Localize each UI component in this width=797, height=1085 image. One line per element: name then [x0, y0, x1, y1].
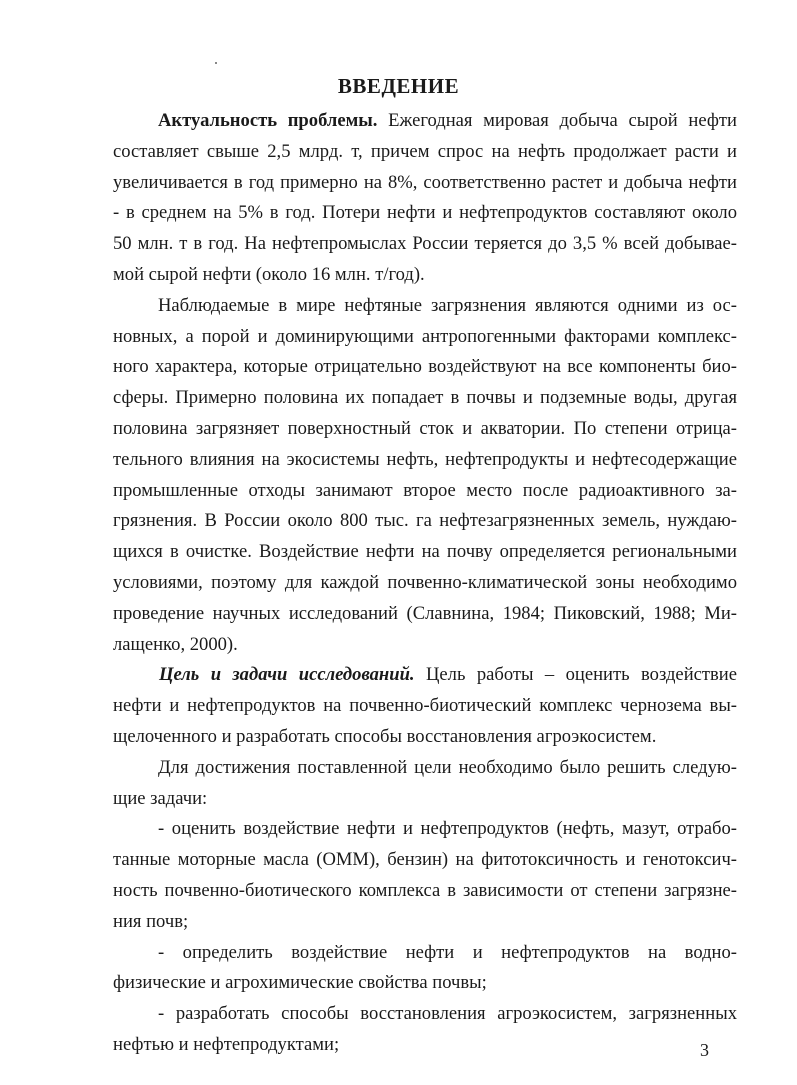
text-line: - разработать способы восстановления агроэкосистем, загрязненных — [158, 1003, 737, 1025]
text-line: танные моторные масла (ОММ), бензин) на фитотоксичность и генотоксич- — [113, 849, 737, 871]
text-line: увеличивается в год примерно на 8%, соответственно растет и добыча нефти — [113, 171, 737, 193]
text-line: Цель и задачи исследований. Цель работы – оценить воздействие — [159, 664, 737, 686]
text-line: нефтью и нефтепродуктами; — [113, 1033, 340, 1055]
text-line: проведение научных исследований (Славнина, 1984; Пиковский, 1988; Ми- — [113, 602, 737, 624]
text-line: Наблюдаемые в мире нефтяные загрязнения являются одними из ос- — [158, 294, 737, 316]
text-line: - определить воздействие нефти и нефтепродуктов на водно- — [158, 941, 737, 963]
text-line: щелоченного и разработать способы восстановления агроэкосистем. — [113, 725, 657, 747]
paragraph-pollution — [113, 291, 737, 661]
text-line: новных, а порой и доминирующими антропогенными факторами комплекс- — [113, 325, 737, 347]
text-line: промышленные отходы занимают второе место после радиоактивного за- — [113, 479, 737, 501]
text-line: грязнения. В России около 800 тыс. га нефтезагрязненных земель, нуждаю- — [113, 510, 737, 532]
text-line: тельного влияния на экосистемы нефть, нефтепродукты и нефтесодержащие — [113, 448, 737, 470]
text-line: - оценить воздействие нефти и нефтепродуктов (нефть, мазут, отрабо- — [158, 818, 737, 840]
text-line: 50 млн. т в год. На нефтепромыслах России теряется до 3,5 % всей добывае- — [113, 233, 737, 255]
page-number: 3 — [700, 1040, 709, 1060]
text-line: ного характера, которые отрицательно воздействуют на все компоненты био- — [113, 356, 737, 378]
text-line: лащенко, 2000). — [113, 633, 238, 655]
task-item-2 — [113, 938, 737, 1000]
paragraph-relevance — [113, 106, 737, 291]
text-line: щие задачи: — [113, 787, 208, 809]
text-line: условиями, поэтому для каждой почвенно-климатической зоны необходимо — [113, 571, 737, 593]
scan-speck — [215, 62, 217, 64]
bold-italic-lead-goals: Цель и задачи исследований. — [159, 664, 415, 686]
task-item-3 — [113, 999, 737, 1061]
page-title: ВВЕДЕНИЕ — [337, 74, 460, 98]
task-item-1 — [113, 814, 737, 937]
document-body — [113, 106, 737, 1061]
bold-lead-relevance: Актуальность проблемы. — [158, 110, 378, 131]
text-line: ность почвенно-биотического комплекса в зависимости от степени загрязне- — [113, 879, 737, 901]
text-line: физические и агрохимические свойства почвы; — [113, 972, 487, 994]
text-line: половина загрязняет поверхностный сток и акватории. По степени отрица- — [113, 417, 737, 439]
text-line: сферы. Примерно половина их попадает в почвы и подземные воды, другая — [113, 387, 737, 409]
text-line: Для достижения поставленной цели необходимо было решить следую- — [158, 756, 737, 778]
text-line: ния почв; — [113, 910, 189, 932]
text-line: щихся в очистке. Воздействие нефти на почву определяется региональными — [113, 541, 737, 563]
text-line: мой сырой нефти (около 16 млн. т/год). — [113, 263, 425, 285]
paragraph-goals — [113, 660, 737, 752]
text-line: нефти и нефтепродуктов на почвенно-биотический комплекс чернозема вы- — [113, 695, 737, 717]
text-line: Актуальность проблемы. Ежегодная мировая добыча сырой нефти — [158, 110, 737, 131]
text-line: - в среднем на 5% в год. Потери нефти и нефтепродуктов составляют около — [113, 202, 737, 224]
paragraph-tasks-intro — [113, 753, 737, 815]
text-line: составляет свыше 2,5 млрд. т, причем спрос на нефть продолжает расти и — [113, 140, 737, 162]
